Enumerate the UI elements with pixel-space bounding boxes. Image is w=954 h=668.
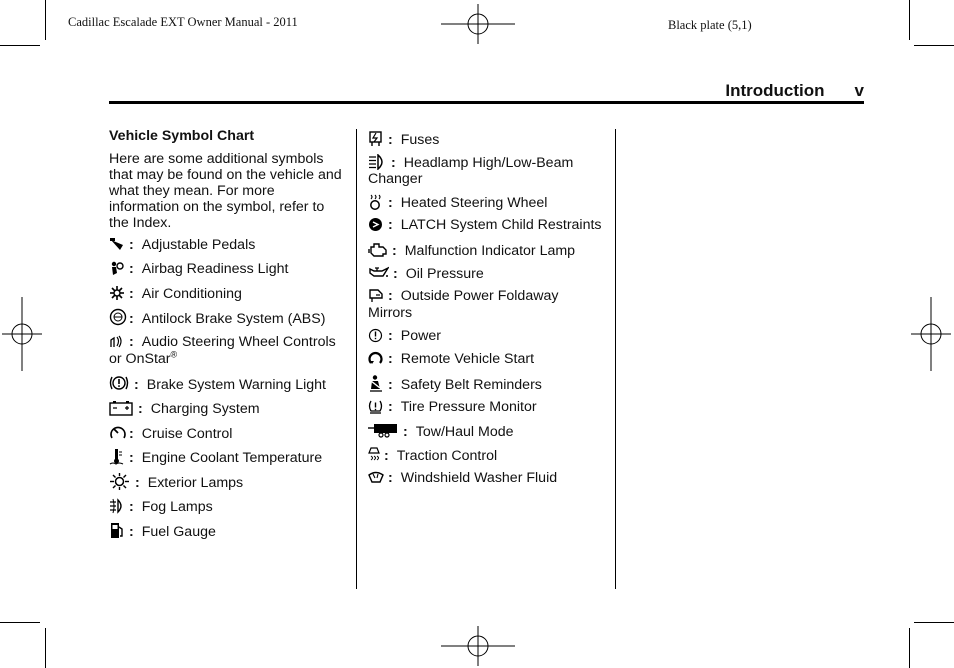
symbol-item: : Headlamp High/Low-Beam Changer	[368, 155, 574, 188]
section-header	[725, 81, 864, 101]
symbol-item: : Traction Control	[368, 447, 603, 464]
brake-warning-icon	[109, 374, 131, 391]
symbol-label: Charging System	[150, 400, 260, 417]
section-title: Introduction	[725, 81, 825, 100]
crop-mark	[914, 622, 954, 623]
symbol-label: Brake System Warning Light	[146, 376, 326, 393]
symbol-label: Safety Belt Reminders	[400, 376, 542, 393]
symbol-label: Malfunction Indicator Lamp	[404, 242, 576, 259]
fuel-pump-icon	[109, 522, 126, 539]
seat-belt-icon	[368, 375, 385, 392]
registration-mark-bottom	[441, 626, 515, 666]
symbol-item: : Heated Steering Wheel	[368, 194, 603, 211]
power-icon	[368, 328, 385, 345]
fog-lamps-icon	[109, 498, 126, 515]
symbol-item: : Antilock Brake System (ABS)	[109, 308, 345, 327]
remote-start-icon	[368, 351, 385, 368]
washer-fluid-icon	[368, 470, 385, 487]
coolant-temperature-icon	[109, 448, 126, 465]
engine-icon	[368, 241, 389, 258]
crop-mark	[45, 628, 46, 668]
symbol-item: : Fog Lamps	[109, 498, 345, 515]
crop-mark	[909, 0, 910, 40]
symbol-column-2	[368, 131, 603, 493]
airbag-icon	[109, 261, 126, 278]
tow-haul-icon	[368, 422, 400, 439]
symbol-item: : Exterior Lamps	[109, 473, 345, 491]
symbol-item: : Brake System Warning Light	[109, 374, 345, 393]
symbol-label: Oil Pressure	[405, 265, 484, 282]
mirror-icon	[368, 288, 385, 305]
registration-mark-top	[441, 4, 515, 44]
symbol-label: Audio Steering Wheel Controls or OnStar	[109, 334, 336, 368]
symbol-label: Tire Pressure Monitor	[400, 398, 537, 415]
symbol-item: : Airbag Readiness Light	[109, 261, 345, 278]
crop-mark	[909, 628, 910, 668]
fuses-icon	[368, 131, 385, 148]
symbol-label: Power	[400, 327, 441, 344]
heated-steering-wheel-icon	[368, 194, 385, 211]
symbol-item: : Tow/Haul Mode	[368, 422, 603, 440]
headlamp-beam-icon	[368, 154, 388, 171]
plate-label: Black plate (5,1)	[668, 18, 752, 32]
symbol-label: Outside Power Foldaway Mirrors	[368, 288, 559, 322]
registration-mark-left	[2, 297, 42, 371]
audio-steering-icon	[109, 334, 126, 351]
symbol-label: Adjustable Pedals	[141, 237, 256, 253]
manual-title: Cadillac Escalade EXT Owner Manual - 2011	[68, 15, 298, 29]
symbol-label: Traction Control	[396, 447, 498, 464]
symbol-item: : Oil Pressure	[368, 265, 603, 282]
chart-title: Vehicle Symbol Chart	[109, 128, 255, 144]
symbol-label: LATCH System Child Restraints	[400, 217, 602, 234]
cruise-control-icon	[109, 424, 126, 441]
symbol-label: Cruise Control	[141, 425, 233, 442]
registration-mark-right	[911, 297, 951, 371]
page-number: v	[854, 81, 864, 100]
symbol-label: Air Conditioning	[141, 285, 242, 302]
symbol-item: : Tire Pressure Monitor	[368, 399, 603, 416]
exterior-lamps-icon	[109, 473, 132, 490]
symbol-label: Fog Lamps	[141, 498, 213, 515]
symbol-item: : LATCH System Child Restraints	[368, 217, 603, 234]
symbol-label: Heated Steering Wheel	[400, 194, 548, 211]
symbol-label: Windshield Washer Fluid	[400, 470, 558, 487]
abs-icon	[109, 308, 126, 325]
symbol-label: Exterior Lamps	[147, 475, 244, 492]
oil-can-icon	[368, 265, 390, 282]
symbol-item: : Air Conditioning	[109, 285, 345, 302]
chart-intro: Here are some additional symbols that may be found on the vehicle and what they mean. For more information on the symbol, refer to the Index.	[109, 151, 342, 231]
symbol-item: : Fuel Gauge	[109, 522, 345, 540]
symbol-label: Remote Vehicle Start	[400, 351, 535, 368]
symbol-label: Airbag Readiness Light	[141, 260, 289, 277]
battery-icon	[109, 400, 135, 417]
symbol-item: : Cruise Control	[109, 424, 345, 442]
registered-mark: ®	[170, 349, 178, 360]
symbol-column-1	[109, 128, 345, 547]
adjustable-pedals-icon	[109, 237, 126, 254]
header-rule	[109, 101, 864, 104]
column-divider	[356, 129, 357, 589]
symbol-item: : Fuses	[368, 131, 603, 148]
latch-child-seat-icon	[368, 217, 385, 234]
crop-mark	[0, 622, 40, 623]
symbol-label: Headlamp High/Low-Beam Changer	[368, 155, 574, 188]
symbol-label: Tow/Haul Mode	[415, 424, 514, 441]
tire-pressure-icon	[368, 399, 385, 416]
symbol-item: : Audio Steering Wheel Controls or OnStar®	[109, 334, 336, 368]
symbol-item: : Outside Power Foldaway Mirrors	[368, 288, 559, 322]
symbol-item: : Charging System	[109, 400, 345, 417]
crop-mark	[0, 45, 40, 46]
symbol-item: : Power	[368, 328, 603, 345]
symbol-label: Fuses	[400, 132, 440, 148]
symbol-item: : Engine Coolant Temperature	[109, 448, 345, 466]
symbol-label: Fuel Gauge	[141, 523, 216, 540]
symbol-label: Antilock Brake System (ABS)	[141, 311, 326, 328]
symbol-item: : Remote Vehicle Start	[368, 351, 603, 368]
air-conditioning-icon	[109, 285, 126, 302]
symbol-item: : Safety Belt Reminders	[368, 375, 603, 393]
symbol-item: : Windshield Washer Fluid	[368, 470, 603, 487]
crop-mark	[914, 45, 954, 46]
symbol-item: : Malfunction Indicator Lamp	[368, 241, 603, 259]
symbol-item: : Adjustable Pedals	[109, 237, 345, 254]
column-divider	[615, 129, 616, 589]
crop-mark	[45, 0, 46, 40]
symbol-label: Engine Coolant Temperature	[141, 450, 323, 467]
traction-control-icon	[368, 447, 381, 464]
